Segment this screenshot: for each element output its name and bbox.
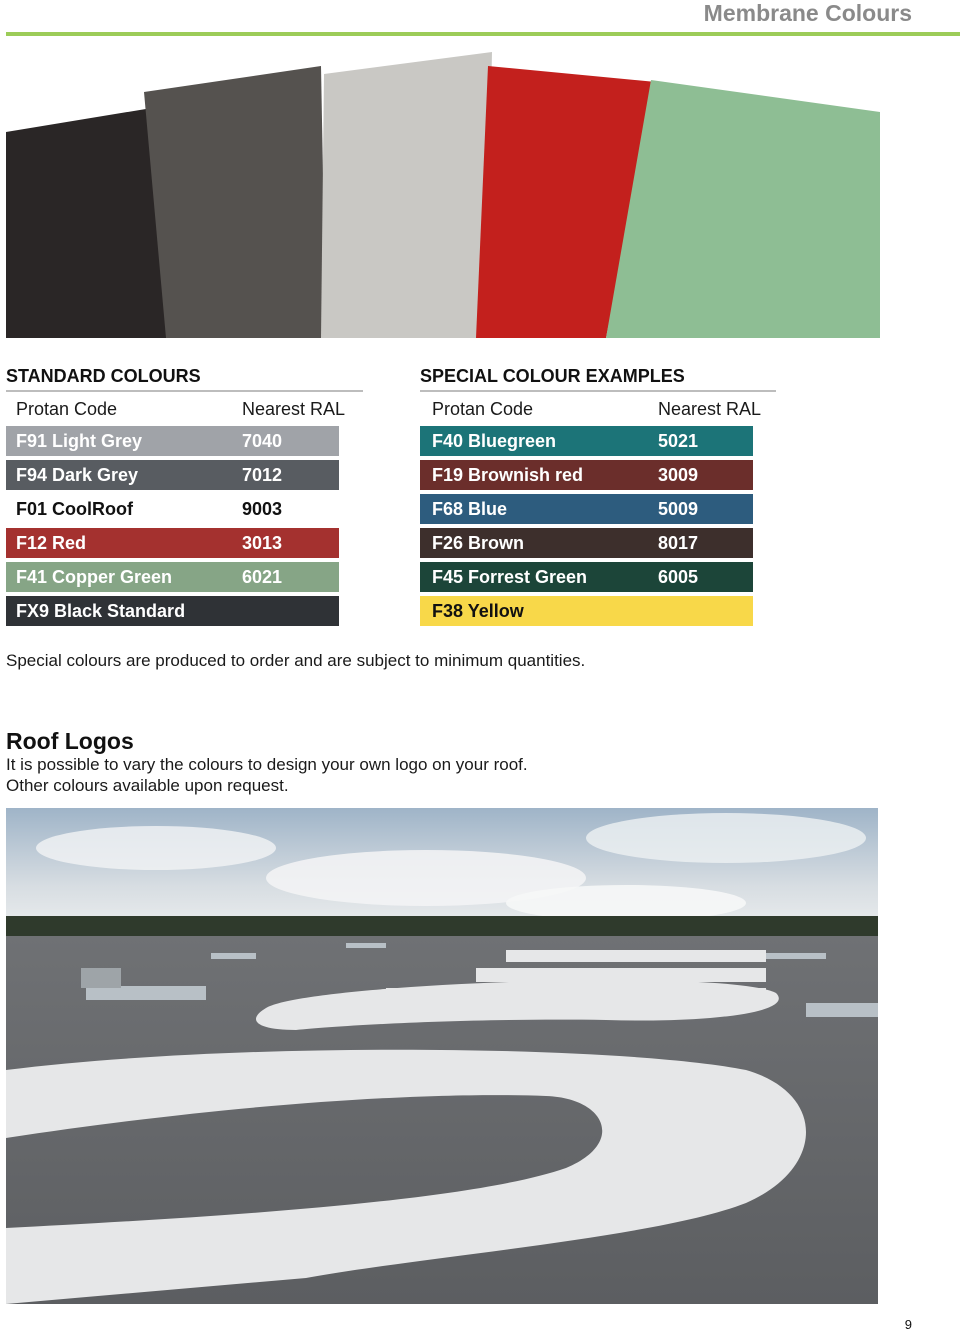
roof-logos-heading: Roof Logos <box>6 728 134 754</box>
special-colours-note: Special colours are produced to order and are subject to minimum quantities. <box>6 651 586 670</box>
nearest-ral: 6021 <box>242 566 283 587</box>
tree-line <box>6 916 878 938</box>
protan-code: F12 Red <box>16 532 87 553</box>
nearest-ral: 3009 <box>658 464 699 485</box>
nearest-ral: 9003 <box>242 498 283 519</box>
special-colours-table <box>420 364 776 630</box>
protan-code: F19 Brownish red <box>432 464 584 485</box>
roof-logos-line-1: It is possible to vary the colours to design your own logo on your roof. <box>6 755 528 774</box>
colour-row <box>6 494 339 524</box>
special-column-headers <box>420 392 776 426</box>
protan-code: F91 Light Grey <box>16 430 143 451</box>
colour-row <box>6 460 339 490</box>
special-colours-title: SPECIAL COLOUR EXAMPLES <box>420 364 776 392</box>
protan-code: F45 Forrest Green <box>432 566 588 587</box>
nearest-ral: 6005 <box>658 566 699 587</box>
nearest-ral: 7012 <box>242 464 283 485</box>
protan-code: F38 Yellow <box>432 600 524 621</box>
colour-row <box>6 426 339 456</box>
protan-code: F94 Dark Grey <box>16 464 139 485</box>
standard-colours-title: STANDARD COLOURS <box>6 364 363 392</box>
colour-row <box>420 494 753 524</box>
page-title: Membrane Colours <box>703 0 912 26</box>
nearest-ral: 3013 <box>242 532 283 553</box>
protan-code: F41 Copper Green <box>16 566 173 587</box>
swatch-green <box>606 80 880 338</box>
nearest-ral: 5009 <box>658 498 699 519</box>
roof-logo-photo <box>6 808 878 1304</box>
nearest-ral: 7040 <box>242 430 283 451</box>
colour-row <box>420 460 753 490</box>
column-header-code: Protan Code <box>432 398 534 419</box>
column-header-code: Protan Code <box>16 398 118 419</box>
roof-logos-line-2: Other colours available upon request. <box>6 776 289 795</box>
swatch-dark-grey <box>144 66 326 338</box>
special-rows <box>420 426 753 626</box>
swatch-light-grey <box>321 52 492 338</box>
column-header-ral: Nearest RAL <box>242 398 346 419</box>
header-divider <box>6 32 960 36</box>
protan-code: F01 CoolRoof <box>16 498 133 519</box>
protan-code: F68 Blue <box>432 498 508 519</box>
standard-colours-table <box>6 364 363 630</box>
page-number: 9 <box>904 1317 912 1332</box>
membrane-swatches-photo <box>6 52 880 338</box>
colour-row <box>420 426 753 456</box>
colour-row <box>6 596 339 626</box>
roof-logos-text <box>6 754 528 796</box>
column-header-ral: Nearest RAL <box>658 398 762 419</box>
protan-code: F40 Bluegreen <box>432 430 557 451</box>
colour-row <box>420 562 753 592</box>
colour-row <box>420 596 753 626</box>
protan-code: F26 Brown <box>432 532 525 553</box>
colour-row <box>6 562 339 592</box>
colour-row <box>6 528 339 558</box>
protan-code: FX9 Black Standard <box>16 600 186 621</box>
nearest-ral: 8017 <box>658 532 699 553</box>
standard-rows <box>6 426 339 626</box>
standard-column-headers <box>6 392 363 426</box>
nearest-ral: 5021 <box>658 430 699 451</box>
colour-row <box>420 528 753 558</box>
